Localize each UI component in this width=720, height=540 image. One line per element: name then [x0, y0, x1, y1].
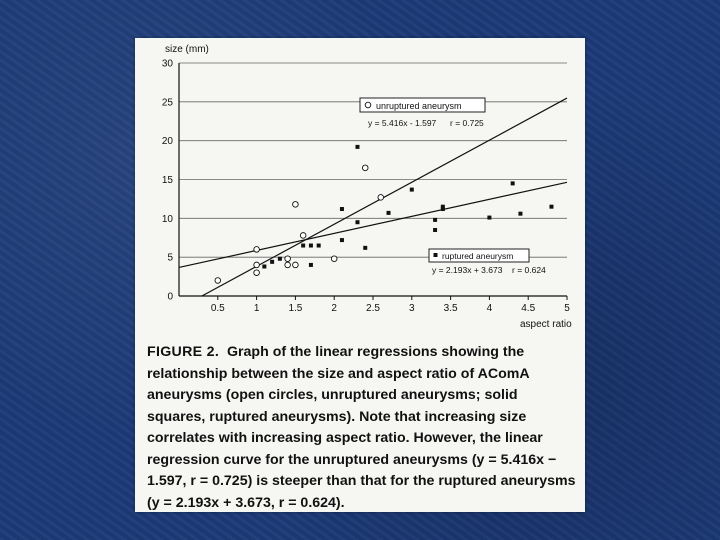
ruptured-point	[487, 216, 491, 220]
y-tick-label: 25	[161, 97, 173, 109]
legend-square-marker	[434, 253, 438, 257]
ruptured-point	[309, 244, 313, 248]
y-tick-label: 0	[167, 291, 173, 303]
unruptured-point	[331, 256, 337, 262]
unruptured-point	[254, 247, 260, 253]
caption-text: Graph of the linear regressions showing the relationship between the size and aspect ratio of AComA aneurysms (open circles, unruptured aneurysms; solid squares, ruptured aneurysms). Note that increasing size correlates with increasing aspect ratio. However, the linear regression curve for the unruptured aneurysms (y = 5.416x − 1.597, r = 0.725) is steeper than that for the ruptured aneurysms (y = 2.193x + 3.673, r = 0.624).	[147, 344, 576, 511]
figure-page	[135, 38, 585, 512]
ruptured-point	[518, 212, 522, 216]
y-tick-label: 10	[161, 213, 173, 225]
y-tick-label: 15	[161, 175, 173, 186]
ruptured-r-value: r = 0.624	[512, 265, 546, 275]
ruptured-point	[355, 220, 359, 224]
x-tick-label: 0.5	[210, 303, 225, 314]
ruptured-point	[511, 181, 515, 185]
unruptured-point	[300, 233, 306, 239]
ruptured-point	[549, 205, 553, 209]
x-tick-label: 3	[409, 303, 415, 314]
ruptured-equation: y = 2.193x + 3.673	[432, 265, 503, 275]
unruptured-point	[293, 262, 299, 268]
x-tick-label: 1	[253, 303, 260, 314]
ruptured-point	[410, 188, 414, 192]
x-tick-label: 2	[331, 303, 337, 314]
unruptured-point	[254, 262, 260, 268]
grid-lines	[179, 63, 567, 257]
x-tick-label: 4.5	[521, 303, 536, 314]
ruptured-point	[387, 211, 391, 215]
y-tick-label: 30	[161, 58, 173, 70]
ruptured-point	[441, 205, 445, 209]
x-tick-label: 3.5	[443, 303, 458, 314]
data-points	[215, 145, 553, 283]
y-axis-label: size (mm)	[165, 44, 209, 55]
x-tick-label: 2.5	[366, 303, 380, 314]
legend-ruptured-label: ruptured aneurysm	[442, 251, 514, 261]
x-axis-label: aspect ratio	[520, 319, 572, 330]
axes	[162, 59, 570, 315]
unruptured-r-value: r = 0.725	[450, 118, 484, 128]
legend-circle-marker	[365, 102, 371, 108]
ruptured-point	[262, 264, 266, 268]
figure-label: FIGURE 2.	[147, 344, 220, 360]
unruptured-point	[378, 195, 384, 201]
y-tick-label: 5	[167, 252, 173, 264]
ruptured-point	[355, 145, 359, 149]
x-tick-label: 1.5	[288, 303, 303, 314]
ruptured-point	[270, 260, 274, 264]
x-tick-label: 5	[564, 303, 570, 314]
unruptured-point	[285, 262, 291, 268]
x-tick-label: 4	[486, 303, 493, 314]
y-tick-label: 20	[161, 136, 173, 148]
legend-unruptured-label: unruptured aneurysm	[376, 101, 462, 111]
ruptured-point	[433, 228, 437, 232]
ruptured-point	[340, 238, 344, 242]
legend-ruptured	[429, 249, 529, 262]
regression-scatter-chart	[135, 38, 585, 338]
legend-unruptured	[360, 98, 485, 112]
unruptured-point	[293, 202, 299, 208]
ruptured-point	[433, 218, 437, 222]
ruptured-point	[309, 263, 313, 267]
unruptured-equation: y = 5.416x - 1.597	[368, 118, 437, 128]
unruptured-point	[254, 270, 260, 276]
unruptured-point	[215, 278, 221, 284]
figure-caption	[147, 342, 579, 514]
ruptured-point	[278, 257, 282, 261]
unruptured-point	[362, 165, 368, 171]
ruptured-point	[301, 244, 305, 248]
ruptured-point	[363, 246, 367, 250]
ruptured-point	[317, 244, 321, 248]
unruptured-point	[285, 256, 291, 262]
ruptured-point	[340, 207, 344, 211]
